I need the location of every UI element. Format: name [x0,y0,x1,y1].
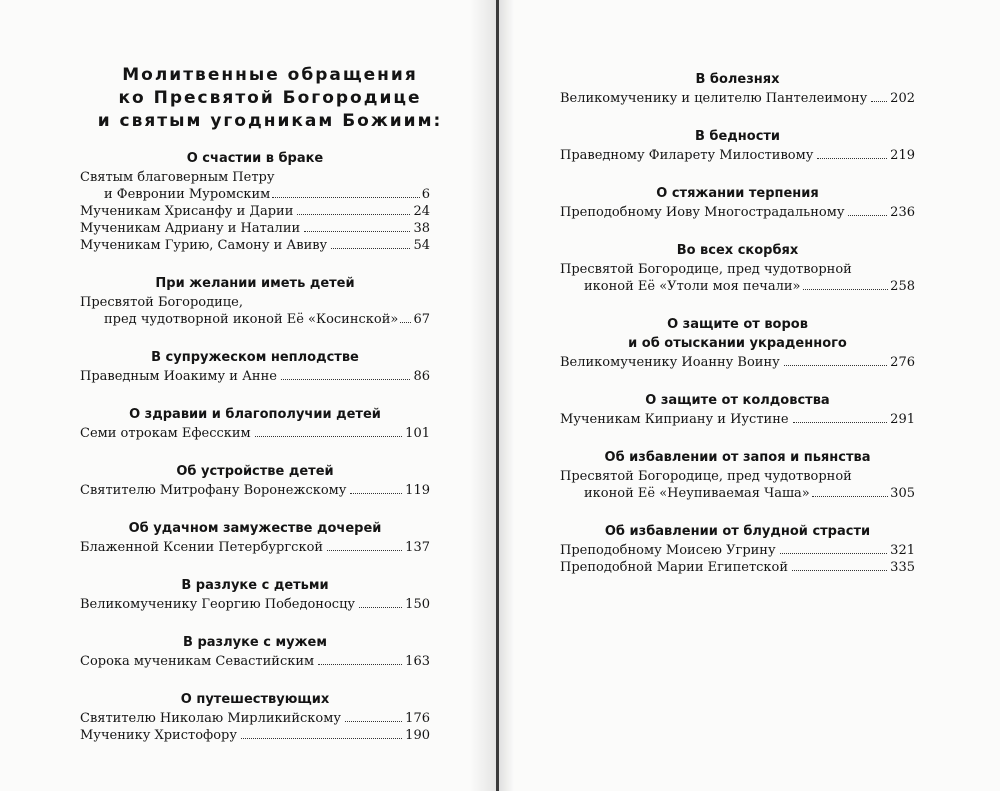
title-line: Молитвенные обращения [122,65,418,85]
toc-section [560,185,915,221]
entry-second-line [560,278,915,295]
entry-text: Великомученику Иоанну Воину [560,355,780,370]
entry-text: Мученику Христофору [80,728,237,743]
page-number: 258 [890,279,915,294]
entry-text: Великомученику и целителю Пантелеимону [560,91,868,106]
page-number: 202 [890,91,915,106]
entry-text: Мученикам Гурию, Самону и Авиву [80,238,328,253]
page-number: 150 [405,597,430,612]
entry-text: Сорока мученикам Севастийским [80,654,315,669]
dot-leader [780,553,888,554]
section-heading: В разлуке с мужем [183,635,327,650]
toc-section [560,523,915,576]
entry-text: Мученикам Хрисанфу и Дарии [80,204,294,219]
page-number: 291 [890,412,915,427]
section-heading: В разлуке с детьми [181,578,329,593]
right-contents-column [560,71,915,597]
page-number: 67 [413,312,430,327]
dot-leader [331,248,410,249]
page-number: 38 [413,221,430,236]
page-number: 137 [405,540,430,555]
left-contents-column [80,150,430,765]
toc-entry [560,204,915,221]
toc-entry [560,468,915,502]
dot-leader [281,379,411,380]
toc-section [560,316,915,371]
entry-text: Святителю Митрофану Воронежскому [80,483,347,498]
entry-text: Праведным Иоакиму и Анне [80,369,277,384]
toc-entry [80,294,430,328]
section-heading: О стяжании терпения [656,186,819,201]
toc-entry [80,482,430,499]
section-heading: В бедности [694,129,781,144]
page-number: 305 [890,486,915,501]
toc-entry [560,354,915,371]
toc-section [560,449,915,502]
section-heading: Во всех скорбях [676,243,799,258]
section-heading: В болезнях [695,72,780,87]
page-number: 163 [405,654,430,669]
page-number: 24 [413,204,430,219]
entry-text: Преподобному Моисею Угрину [560,543,776,558]
entry-second-line [80,186,430,203]
toc-entry [560,261,915,295]
dot-leader [272,197,419,198]
dot-leader [793,422,888,423]
toc-entry [560,559,915,576]
toc-section [80,520,430,556]
entry-text: Преподобной Марии Египетской [560,560,789,575]
toc-entry [80,368,430,385]
dot-leader [345,721,402,722]
toc-section [80,463,430,499]
section-heading: Об избавлении от запоя и пьянства [604,450,871,465]
toc-entry [560,147,915,164]
dot-leader [400,322,411,323]
entry-text: Пресвятой Богородице, пред чудотворной [560,469,852,484]
toc-section [80,691,430,744]
section-heading: Об избавлении от блудной страсти [604,524,871,539]
page-number: 86 [413,369,430,384]
toc-section [560,242,915,295]
toc-section [560,392,915,428]
dot-leader [255,436,403,437]
section-heading: При желании иметь детей [155,276,355,291]
toc-section [80,577,430,613]
dot-leader [318,664,402,665]
section-heading: О здравии и благополучии детей [129,407,381,422]
page-number: 276 [890,355,915,370]
entry-text: Святителю Николаю Мирликийскому [80,711,341,726]
toc-entry [80,653,430,670]
section-heading: О защите от воров [667,317,808,332]
page-number: 119 [405,483,430,498]
right-page [500,0,1000,791]
toc-entry [560,90,915,107]
dot-leader [803,289,889,290]
page-number: 101 [405,426,430,441]
toc-entry [80,596,430,613]
toc-entry [560,411,915,428]
entry-text: Святым благоверным Петру [80,170,275,185]
page-number: 335 [890,560,915,575]
page-number: 176 [405,711,430,726]
toc-section [560,128,915,164]
dot-leader [812,496,888,497]
section-heading: О счастии в браке [186,151,324,166]
toc-entry [80,237,430,254]
dot-leader [350,493,402,494]
dot-leader [297,214,410,215]
toc-entry [80,539,430,556]
entry-second-line [80,311,430,328]
toc-section [80,349,430,385]
entry-text: Пресвятой Богородице, [80,295,243,310]
section-heading: В супружеском неплодстве [151,350,359,365]
toc-entry [80,425,430,442]
section-heading: Об устройстве детей [176,464,334,479]
entry-text: Великомученику Георгию Победоносцу [80,597,356,612]
page-number: 6 [421,187,430,202]
toc-entry [80,710,430,727]
title-line: и святым угодникам Божиим: [97,111,443,131]
page-number: 54 [413,238,430,253]
dot-leader [792,570,887,571]
page-number: 190 [405,728,430,743]
toc-section [80,275,430,328]
entry-text: иконой Её «Неупиваемая Чаша» [584,486,810,501]
toc-entry [80,203,430,220]
dot-leader [241,738,402,739]
toc-section [560,71,915,107]
toc-section [80,634,430,670]
entry-text: иконой Её «Утоли моя печали» [584,279,801,294]
toc-entry [80,169,430,203]
dot-leader [817,158,887,159]
contents-title [85,64,455,133]
section-heading: О путешествующих [180,692,330,707]
dot-leader [848,215,887,216]
entry-text: и Февронии Муромским [104,187,271,202]
toc-section [80,406,430,442]
entry-text: Преподобному Иову Многострадальному [560,205,845,220]
section-heading: О защите от колдовства [645,393,830,408]
page-number: 236 [890,205,915,220]
entry-text: Мученикам Киприану и Иустине [560,412,789,427]
entry-second-line [560,485,915,502]
entry-text: Пресвятой Богородице, пред чудотворной [560,262,852,277]
book-gutter-shadow-right [500,0,514,791]
toc-entry [80,220,430,237]
entry-text: Праведному Филарету Милостивому [560,148,814,163]
page-number: 321 [890,543,915,558]
dot-leader [359,607,402,608]
dot-leader [784,365,887,366]
section-heading: и об отыскании украденного [628,336,847,351]
entry-text: Блаженной Ксении Петербургской [80,540,324,555]
page-number: 219 [890,148,915,163]
dot-leader [871,101,887,102]
toc-entry [80,727,430,744]
entry-text: пред чудотворной иконой Её «Косинской» [104,312,399,327]
entry-text: Мученикам Адриану и Наталии [80,221,301,236]
dot-leader [304,231,410,232]
dot-leader [327,550,402,551]
book-spine-line [496,0,499,791]
toc-entry [560,542,915,559]
title-line: ко Пресвятой Богородице [118,88,422,108]
entry-text: Семи отрокам Ефесским [80,426,251,441]
toc-section [80,150,430,254]
section-heading: Об удачном замужестве дочерей [128,521,382,536]
